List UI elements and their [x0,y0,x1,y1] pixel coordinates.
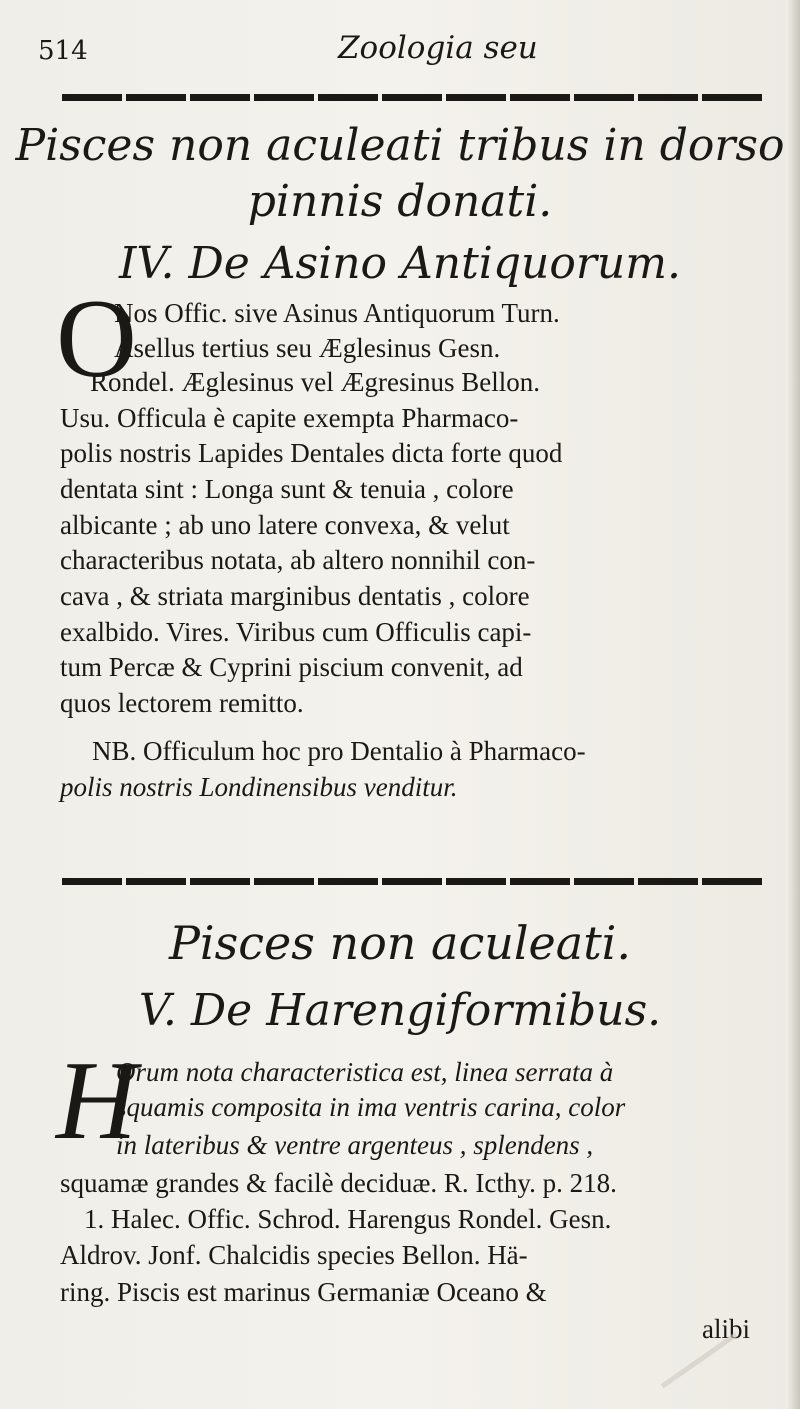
body-line: Usu. Officula è capite exempta Pharmaco- [60,403,519,433]
body-line: squamis composita in ima ventris carina, color [116,1092,626,1122]
body-line: dentata sint : Longa sunt & tenuia , colore [60,474,514,504]
ornamental-rule-top [62,94,762,101]
body-line: quos lectorem remitto. [60,688,304,718]
running-title: Zoologia seu [338,30,538,66]
body-line: Aldrov. Jonf. Chalcidis species Bellon. Hä- [60,1240,528,1270]
chapter-heading-iv: IV. De Asino Antiquorum. [119,238,681,289]
body-line: Nos Offic. sive Asinus Antiquorum Turn. [114,298,560,328]
body-line: squamæ grandes & facilè deciduæ. R. Icthy. p. 218. [60,1168,617,1198]
body-line: cava , & striata marginibus dentatis , colore [60,581,530,611]
note-line: NB. Officulum hoc pro Dentalio à Pharmaco- [92,736,586,766]
chapter-heading-v: V. De Harengiformibus. [138,985,662,1036]
section-heading-2: Pisces non aculeati. [168,916,632,970]
body-line: Asellus tertius seu Æglesinus Gesn. [114,333,501,363]
body-line: exalbido. Vires. Viribus cum Officulis capi- [60,617,532,647]
running-head [38,30,760,70]
drop-cap-h: H [56,1039,137,1163]
note-line: polis nostris Londinensibus venditur. [60,772,458,802]
catchword: alibi [702,1314,750,1344]
body-line: tum Percæ & Cyprini piscium convenit, ad [60,652,523,682]
body-line: Orum nota characteristica est, linea serrata à [116,1057,614,1087]
body-line: in lateribus & ventre argenteus , splendens , [116,1130,594,1160]
body-line: polis nostris Lapides Dentales dicta forte quod [60,438,563,468]
page-number: 514 [38,36,88,66]
body-line: ring. Piscis est marinus Germaniæ Oceano & [60,1277,547,1307]
section-heading-line2: pinnis donati. [247,176,553,227]
body-line: 1. Halec. Offic. Schrod. Harengus Rondel. Gesn. [84,1204,612,1234]
section-heading-line1: Pisces non aculeati tribus in dorso [15,120,785,171]
body-line: Rondel. Æglesinus vel Ægresinus Bellon. [90,367,540,397]
body-line: albicante ; ab uno latere convexa, & velut [60,510,510,540]
paper-stain [661,1333,738,1389]
body-line: characteribus notata, ab altero nonnihil con- [60,545,536,575]
ornamental-rule-middle [62,878,762,885]
drop-cap-o: O [56,277,137,401]
